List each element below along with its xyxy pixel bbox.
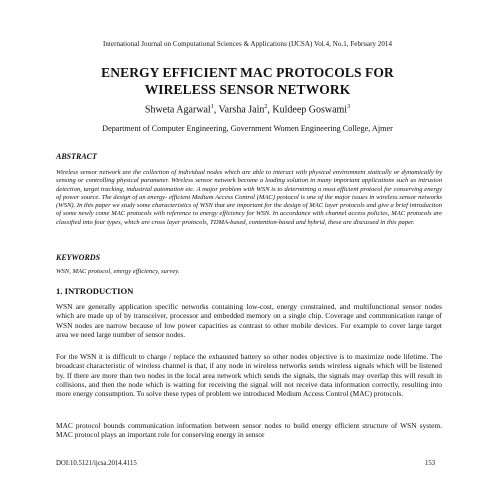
journal-header: International Journal on Computational Sciences & Applications (IJCSA) Vol.4, No.1, February 2014 bbox=[102, 40, 393, 48]
abstract-heading: ABSTRACT bbox=[56, 152, 97, 161]
keywords-text: WSN, MAC protocol, energy efficiency, survey. bbox=[56, 268, 180, 275]
introduction-heading: 1. INTRODUCTION bbox=[56, 286, 134, 296]
author-list: Shweta Agarwal$^1$, Varsha Jain$^2$, Kuldeep Goswami$^3$ bbox=[144, 104, 351, 116]
footer-doi: DOI:10.5121/ijcsa.2014.4115 bbox=[56, 460, 137, 467]
body-paragraph: MAC protocol bounds communication information between sensor nodes to build energy efficient structure of WSN system. MAC protocol plays an important role for conserving energy in sensor bbox=[56, 421, 442, 440]
paper-title-line-1: ENERGY EFFICIENT MAC PROTOCOLS FOR bbox=[101, 65, 394, 80]
paper-title bbox=[0, 64, 495, 98]
affiliation: Department of Computer Engineering, Government Women Engineering College, Ajmer bbox=[102, 124, 393, 133]
body-paragraph: For the WSN it is difficult to charge / replace the exhausted battery so other nodes objective is to maximize node lifetime. The broadcast characteristic of wireless channel is that, if any node in wireless networks sends wireless signals which will be listened by. If there are more than two nodes in the local area network which sends the signals, the signals may overlap this will result in collisions, and then the node which is waiting for receiving the signal will not receive data information correctly, resulting into more energy consumption. To solve these types of problem we introduced Medium Access Control (MAC) protocols. bbox=[56, 352, 442, 399]
author-affiliation-mark: 2 bbox=[264, 104, 268, 110]
page-number: 153 bbox=[425, 460, 436, 467]
abstract-text: Wireless sensor network are the collection of individual nodes which are able to interact with physical environment statically or dynamically by sensing or controlling physical parameter. Wireless sensor network become a leading solution in many important applications such as intrusion detection, target tracking, industrial automation etc. A major problem with WSN is to determining a most efficient protocol for conserving energy of power source. The design of an energy- efficient Medium Access Control (MAC) protocol is one of the major issues in wireless sensor networks (WSN). In this paper we study some characteristics of WSN that are important for the design of MAC layer protocols and give a brief introduction of some newly come MAC protocols with reference to energy efficiency for WSN. In accordance with channel access policies, MAC protocols are classified into four types, which are cross layer protocols, TDMA-based, contention-based and hybrid, these are discussed in this paper. bbox=[56, 169, 442, 226]
author-affiliation-mark: 1 bbox=[210, 104, 214, 110]
author-name: Varsha Jain bbox=[218, 104, 265, 116]
author-affiliation-mark: 3 bbox=[347, 104, 351, 110]
keywords-heading: KEYWORDS bbox=[56, 253, 101, 262]
paper-title-line-2: WIRELESS SENSOR NETWORK bbox=[144, 82, 351, 97]
author-name: Kuldeep Goswami bbox=[272, 104, 348, 116]
body-paragraph: WSN are generally application specific networks containing low-cost, energy constrained, and multifunctional sensor nodes which are made up of by transceiver, processor and embedded memory on a single chip. Coverage and communication range of WSN nodes are narrow because of low power capacities as contrast to other mobile devices. For example to cover large target area we need large number of sensor nodes. bbox=[56, 302, 442, 339]
author-name: Shweta Agarwal bbox=[144, 104, 211, 116]
